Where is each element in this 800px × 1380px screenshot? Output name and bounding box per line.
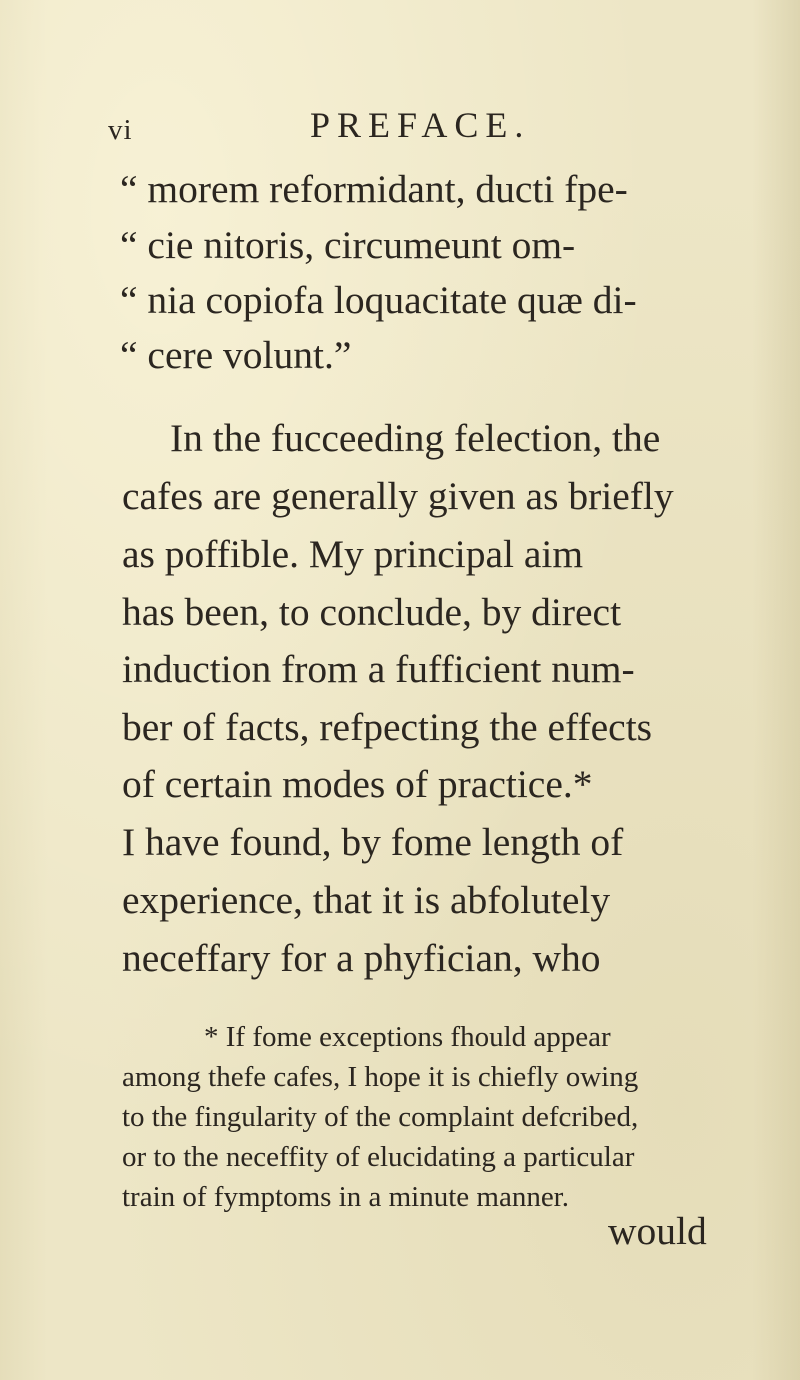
quote-line: “ cie nitoris, circumeunt om- <box>120 223 576 267</box>
catchword: would <box>608 1209 707 1253</box>
footnote-line: or to the neceffity of elucidating a particular <box>122 1141 635 1173</box>
page-number: vi <box>108 114 133 146</box>
footnote-line: train of fymptoms in a minute manner. <box>122 1181 569 1213</box>
paragraph-line: I have found, by fome length of <box>122 820 624 864</box>
paragraph-line: In the fucceeding felection, the <box>170 416 661 460</box>
quote-line: “ morem reformidant, ducti fpe- <box>120 167 628 211</box>
paragraph-line: has been, to conclude, by direct <box>122 590 622 634</box>
footnote-line: to the fingularity of the complaint defcribed, <box>122 1101 639 1133</box>
paragraph-line: cafes are generally given as briefly <box>122 474 674 518</box>
footnote-line: among thefe cafes, I hope it is chiefly owing <box>122 1061 639 1093</box>
paragraph-line: induction from a fufficient num- <box>122 647 635 691</box>
quote-line: “ cere volunt.” <box>120 333 352 377</box>
page-header-title: PREFACE. <box>310 105 531 145</box>
paragraph-line: ber of facts, refpecting the effects <box>122 705 653 749</box>
footnote-line: * If fome exceptions fhould appear <box>204 1021 611 1053</box>
quote-line: “ nia copiofa loquacitate quæ di- <box>120 278 637 322</box>
paragraph-line: neceffary for a phyfician, who <box>122 936 601 980</box>
paragraph-line: of certain modes of practice.* <box>122 762 593 806</box>
paragraph-line: experience, that it is abfolutely <box>122 878 611 922</box>
paragraph-line: as poffible. My principal aim <box>122 532 584 576</box>
running-head <box>108 104 748 144</box>
